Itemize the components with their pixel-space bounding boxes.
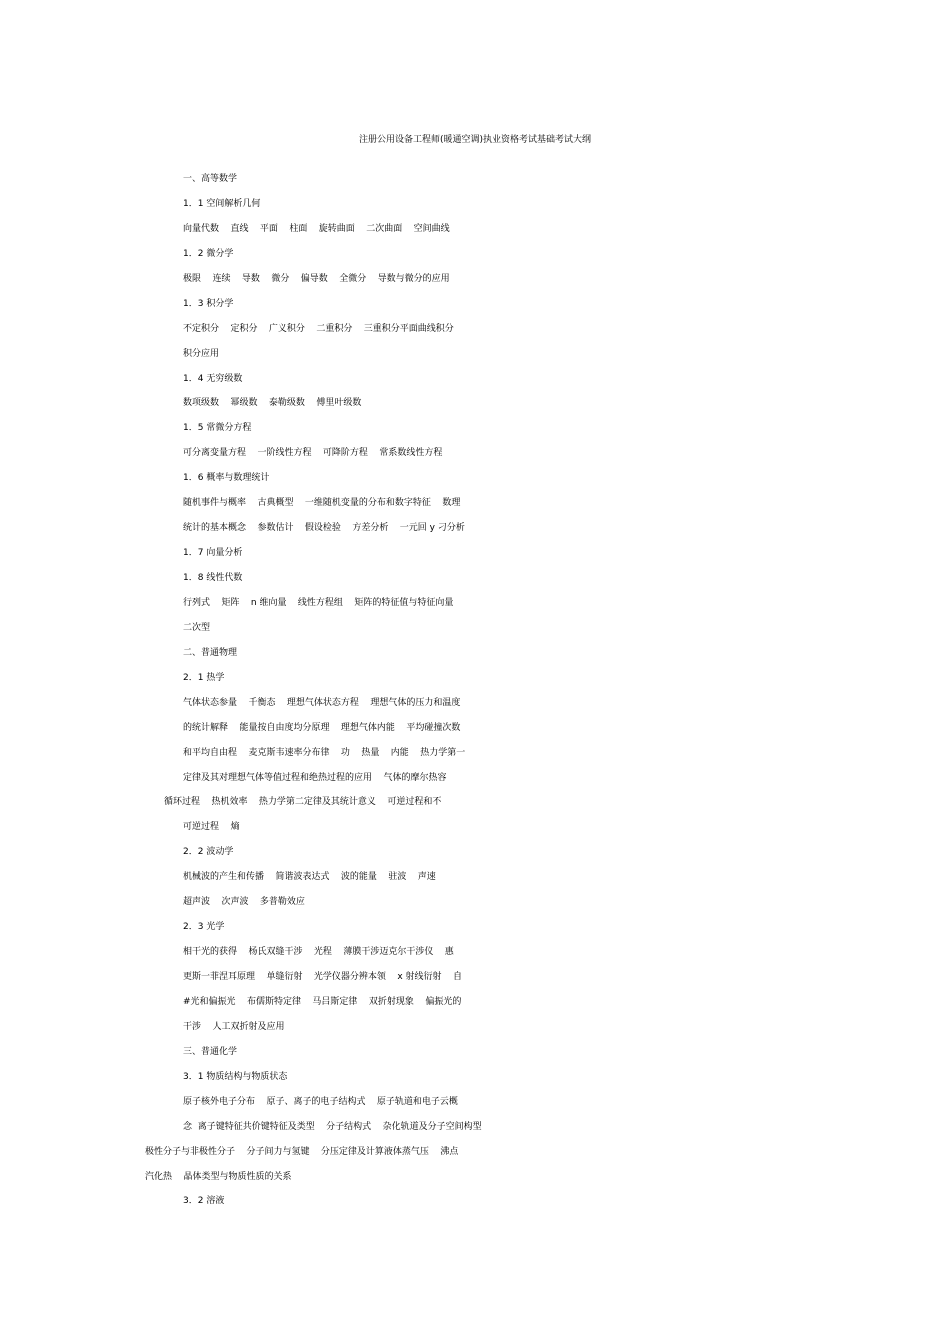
text-line: 不定积分 定积分 广义积分 二重积分 三重积分平面曲线积分 — [183, 323, 454, 334]
text-line: 三、普通化学 — [183, 1046, 238, 1057]
text-line: 相干光的获得 杨氏双缝干涉 光程 薄膜干涉迈克尔干涉仪 惠 — [183, 947, 454, 958]
text-line: 可逆过程 熵 — [183, 822, 240, 833]
text-line: 随机事件与概率 古典概型 一维随机变量的分布和数字特征 数理 — [183, 498, 461, 509]
text-line: 超声波 次声波 多普勒效应 — [183, 897, 305, 908]
text-line: 极限 连续 导数 微分 偏导数 全微分 导数与微分的应用 — [183, 273, 450, 284]
text-line: 1．3 积分学 — [183, 298, 234, 309]
text-line: 1．1 空间解析几何 — [183, 198, 261, 209]
text-line: 二次型 — [183, 622, 211, 633]
text-line: 2．2 波动学 — [183, 847, 234, 858]
text-line: 可分离变量方程 一阶线性方程 可降阶方程 常系数线性方程 — [183, 448, 443, 459]
text-line: #光和偏振光 布儒斯特定律 马吕斯定律 双折射现象 偏振光的 — [183, 996, 462, 1007]
document-title: 注册公用设备工程师(暖通空调)执业资格考试基础考试大纲 — [358, 135, 592, 145]
text-line: 和平均自由程 麦克斯韦速率分布律 功 热量 内能 热力学第一 — [183, 747, 466, 758]
text-line: 3．1 物质结构与物质状态 — [183, 1071, 288, 1082]
text-line: 1．7 向量分析 — [183, 548, 243, 559]
text-line: 定律及其对理想气体等值过程和绝热过程的应用 气体的摩尔热容 — [183, 772, 447, 783]
text-line: 数项级数 幂级数 泰勒级数 傅里叶级数 — [183, 398, 362, 409]
text-line: 统计的基本概念 参数估计 假设检验 方差分析 一元回 y 刁分析 — [183, 523, 465, 534]
text-line: 极性分子与非极性分子 分子间力与氢键 分压定律及计算液体蒸气压 沸点 — [145, 1146, 459, 1157]
text-line: 向量代数 直线 平面 柱面 旋转曲面 二次曲面 空间曲线 — [183, 223, 450, 234]
text-line: 1．2 微分学 — [183, 248, 234, 259]
text-line: 行列式 矩阵 n 维向量 线性方程组 矩阵的特征值与特征向量 — [183, 597, 454, 608]
text-line: 1．8 线性代数 — [183, 573, 243, 583]
text-line: 积分应用 — [183, 348, 220, 359]
text-line: 一、高等数学 — [183, 174, 238, 184]
text-line: 原子核外电子分布 原子、离子的电子结构式 原子轨道和电子云概 — [183, 1096, 458, 1107]
text-line: 念 离子键特征共价键特征及类型 分子结构式 杂化轨道及分子空间构型 — [183, 1121, 482, 1132]
text-line: 干涉 人工双折射及应用 — [183, 1021, 285, 1032]
text-line: 1．6 概率与数理统计 — [183, 473, 270, 484]
text-line: 2．3 光学 — [183, 922, 225, 933]
text-line: 2．1 热学 — [183, 672, 225, 683]
text-line: 3．2 溶液 — [183, 1196, 225, 1207]
text-line: 二、普通物理 — [183, 647, 238, 658]
text-line: 循环过程 热机效率 热力学第二定律及其统计意义 可逆过程和不 — [164, 797, 442, 808]
document-body — [0, 167, 950, 1214]
text-line: 1．4 无穷级数 — [183, 373, 243, 384]
text-line: 1．5 常微分方程 — [183, 423, 252, 434]
text-line: 汽化热 晶体类型与物质性质的关系 — [145, 1171, 292, 1182]
text-line: 气体状态参量 千衡态 理想气体状态方程 理想气体的压力和温度 — [183, 697, 461, 708]
text-line: 的统计解释 能量按自由度均分原理 理想气体内能 平均碰撞次数 — [183, 722, 461, 733]
text-line: 更斯一菲涅耳原理 单缝衍射 光学仪器分辨本领 x 射线衍射 自 — [183, 972, 462, 982]
text-line: 机械波的产生和传播 简谐波表达式 波的能量 驻波 声速 — [183, 872, 436, 883]
